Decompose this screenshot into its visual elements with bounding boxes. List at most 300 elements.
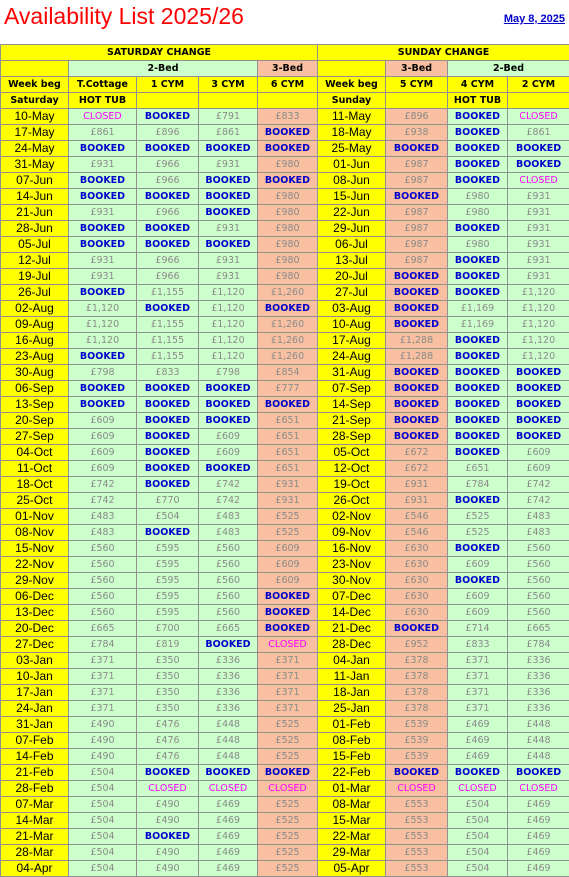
availability-cell-cym5: £553 xyxy=(386,845,448,861)
availability-cell-cym2: £931 xyxy=(508,269,569,285)
week-beg-saturday: 07-Mar xyxy=(1,797,69,813)
table-row xyxy=(1,781,569,797)
availability-cell-cym2: £1,120 xyxy=(508,349,569,365)
availability-cell-cym5: £1,288 xyxy=(386,349,448,365)
week-beg-sunday: 17-Aug xyxy=(318,333,386,349)
availability-cell-cym5: £378 xyxy=(386,701,448,717)
availability-cell-cym2: £336 xyxy=(508,669,569,685)
availability-cell-cym2: £469 xyxy=(508,861,569,877)
availability-cell-cym3: £469 xyxy=(199,813,258,829)
table-row xyxy=(1,301,569,317)
availability-cell-cym3: BOOKED xyxy=(199,141,258,157)
availability-cell-cym1: CLOSED xyxy=(137,781,199,797)
availability-cell-cym6: £609 xyxy=(258,541,318,557)
availability-cell-tcottage: £371 xyxy=(69,653,137,669)
availability-cell-cym1: BOOKED xyxy=(137,141,199,157)
table-row xyxy=(1,733,569,749)
table-row xyxy=(1,221,569,237)
week-beg-saturday: 24-May xyxy=(1,141,69,157)
availability-cell-cym2: £336 xyxy=(508,653,569,669)
availability-cell-cym2: BOOKED xyxy=(508,765,569,781)
availability-cell-cym3: BOOKED xyxy=(199,205,258,221)
availability-cell-cym2: £448 xyxy=(508,717,569,733)
availability-cell-cym3: BOOKED xyxy=(199,413,258,429)
availability-cell-cym2: BOOKED xyxy=(508,141,569,157)
availability-cell-cym6: £371 xyxy=(258,653,318,669)
group-3bed-saturday: 3-Bed xyxy=(258,61,318,77)
availability-cell-cym2: £336 xyxy=(508,701,569,717)
table-row xyxy=(1,125,569,141)
availability-cell-tcottage: £861 xyxy=(69,125,137,141)
availability-cell-cym6: £609 xyxy=(258,573,318,589)
availability-cell-tcottage: CLOSED xyxy=(69,109,137,125)
availability-cell-cym3: £931 xyxy=(199,157,258,173)
availability-cell-cym1: £1,155 xyxy=(137,285,199,301)
availability-cell-cym1: BOOKED xyxy=(137,461,199,477)
availability-cell-cym4: BOOKED xyxy=(448,109,508,125)
availability-cell-cym3: £469 xyxy=(199,797,258,813)
table-row xyxy=(1,445,569,461)
week-beg-sunday: 08-Feb xyxy=(318,733,386,749)
week-beg-saturday: 21-Jun xyxy=(1,205,69,221)
col-header-week-sat: Week beg xyxy=(1,77,69,93)
availability-cell-cym5: £931 xyxy=(386,477,448,493)
availability-cell-cym6: CLOSED xyxy=(258,781,318,797)
availability-cell-tcottage: £504 xyxy=(69,861,137,877)
bedroom-group-row xyxy=(1,61,569,77)
availability-cell-cym6: £854 xyxy=(258,365,318,381)
availability-cell-cym6: £525 xyxy=(258,717,318,733)
week-beg-sunday: 25-Jan xyxy=(318,701,386,717)
availability-cell-tcottage: BOOKED xyxy=(69,285,137,301)
availability-cell-cym4: BOOKED xyxy=(448,493,508,509)
week-beg-saturday: 11-Oct xyxy=(1,461,69,477)
availability-cell-cym6: BOOKED xyxy=(258,125,318,141)
availability-cell-cym4: £833 xyxy=(448,637,508,653)
week-beg-sunday: 01-Feb xyxy=(318,717,386,733)
week-beg-sunday: 27-Jul xyxy=(318,285,386,301)
availability-cell-cym4: BOOKED xyxy=(448,173,508,189)
availability-cell-cym6: £980 xyxy=(258,221,318,237)
col-subheader-cym5 xyxy=(386,93,448,109)
availability-cell-cym4: BOOKED xyxy=(448,269,508,285)
availability-cell-cym3: £469 xyxy=(199,829,258,845)
table-row xyxy=(1,701,569,717)
availability-cell-cym1: £595 xyxy=(137,541,199,557)
availability-cell-cym4: £784 xyxy=(448,477,508,493)
week-beg-saturday: 05-Jul xyxy=(1,237,69,253)
availability-cell-cym1: £595 xyxy=(137,557,199,573)
week-beg-sunday: 20-Jul xyxy=(318,269,386,285)
availability-cell-tcottage: £931 xyxy=(69,205,137,221)
availability-cell-cym6: £525 xyxy=(258,829,318,845)
col-subheader-cym4: HOT TUB xyxy=(448,93,508,109)
table-row xyxy=(1,557,569,573)
availability-cell-cym3: £448 xyxy=(199,733,258,749)
availability-cell-cym5: £987 xyxy=(386,221,448,237)
table-row xyxy=(1,797,569,813)
table-row xyxy=(1,461,569,477)
availability-cell-cym3: £931 xyxy=(199,221,258,237)
availability-cell-cym5: £539 xyxy=(386,717,448,733)
availability-cell-tcottage: £742 xyxy=(69,477,137,493)
availability-cell-cym5: £378 xyxy=(386,685,448,701)
table-row xyxy=(1,829,569,845)
availability-cell-cym5: BOOKED xyxy=(386,381,448,397)
availability-cell-cym3: BOOKED xyxy=(199,637,258,653)
week-beg-sunday: 14-Sep xyxy=(318,397,386,413)
availability-cell-cym5: BOOKED xyxy=(386,429,448,445)
table-row xyxy=(1,189,569,205)
week-beg-saturday: 24-Jan xyxy=(1,701,69,717)
availability-cell-tcottage: £504 xyxy=(69,765,137,781)
availability-cell-cym3: £1,120 xyxy=(199,301,258,317)
group-blank xyxy=(1,61,69,77)
week-beg-sunday: 02-Nov xyxy=(318,509,386,525)
availability-cell-tcottage: £490 xyxy=(69,717,137,733)
table-row xyxy=(1,477,569,493)
availability-cell-tcottage: £504 xyxy=(69,845,137,861)
availability-cell-cym6: £980 xyxy=(258,189,318,205)
availability-cell-cym4: £371 xyxy=(448,669,508,685)
week-beg-sunday: 08-Mar xyxy=(318,797,386,813)
col-subheader-cym1 xyxy=(137,93,199,109)
week-beg-saturday: 10-May xyxy=(1,109,69,125)
availability-cell-cym3: £560 xyxy=(199,589,258,605)
availability-cell-cym6: £525 xyxy=(258,509,318,525)
availability-cell-cym2: £560 xyxy=(508,557,569,573)
group-2bed-saturday: 2-Bed xyxy=(69,61,258,77)
week-beg-saturday: 15-Nov xyxy=(1,541,69,557)
availability-cell-cym3: £483 xyxy=(199,525,258,541)
week-beg-sunday: 22-Feb xyxy=(318,765,386,781)
week-beg-sunday: 09-Nov xyxy=(318,525,386,541)
availability-cell-cym3: £1,120 xyxy=(199,285,258,301)
availability-cell-cym3: £560 xyxy=(199,557,258,573)
availability-cell-cym5: £987 xyxy=(386,253,448,269)
week-beg-sunday: 07-Sep xyxy=(318,381,386,397)
availability-cell-cym2: £1,120 xyxy=(508,333,569,349)
availability-cell-cym3: £448 xyxy=(199,749,258,765)
week-beg-saturday: 08-Nov xyxy=(1,525,69,541)
availability-cell-tcottage: £560 xyxy=(69,589,137,605)
availability-cell-cym2: £483 xyxy=(508,525,569,541)
availability-cell-cym5: £553 xyxy=(386,797,448,813)
availability-cell-cym2: BOOKED xyxy=(508,365,569,381)
availability-cell-cym6: £980 xyxy=(258,253,318,269)
week-beg-saturday: 25-Oct xyxy=(1,493,69,509)
availability-cell-cym4: BOOKED xyxy=(448,541,508,557)
availability-cell-cym4: BOOKED xyxy=(448,141,508,157)
availability-cell-cym6: £525 xyxy=(258,733,318,749)
availability-cell-cym3: £483 xyxy=(199,509,258,525)
week-beg-saturday: 23-Aug xyxy=(1,349,69,365)
week-beg-sunday: 01-Mar xyxy=(318,781,386,797)
week-beg-sunday: 06-Jul xyxy=(318,237,386,253)
week-beg-saturday: 07-Jun xyxy=(1,173,69,189)
availability-cell-cym5: BOOKED xyxy=(386,317,448,333)
availability-cell-cym4: £371 xyxy=(448,685,508,701)
availability-cell-tcottage: £609 xyxy=(69,461,137,477)
availability-cell-cym1: £350 xyxy=(137,685,199,701)
availability-cell-cym5: £539 xyxy=(386,749,448,765)
week-beg-saturday: 17-Jan xyxy=(1,685,69,701)
week-beg-saturday: 20-Dec xyxy=(1,621,69,637)
week-beg-sunday: 19-Oct xyxy=(318,477,386,493)
availability-cell-cym3: BOOKED xyxy=(199,397,258,413)
availability-cell-cym1: £476 xyxy=(137,717,199,733)
week-beg-saturday: 21-Mar xyxy=(1,829,69,845)
week-beg-saturday: 30-Aug xyxy=(1,365,69,381)
week-beg-saturday: 28-Mar xyxy=(1,845,69,861)
availability-cell-cym5: £630 xyxy=(386,589,448,605)
availability-cell-cym4: £609 xyxy=(448,589,508,605)
week-beg-sunday: 05-Apr xyxy=(318,861,386,877)
table-row xyxy=(1,509,569,525)
table-row xyxy=(1,749,569,765)
sunday-change-header: SUNDAY CHANGE xyxy=(318,45,569,61)
availability-cell-cym1: £350 xyxy=(137,653,199,669)
availability-cell-tcottage: £560 xyxy=(69,573,137,589)
group-2bed-sunday: 2-Bed xyxy=(448,61,569,77)
availability-cell-cym5: £553 xyxy=(386,829,448,845)
availability-cell-cym5: £672 xyxy=(386,445,448,461)
availability-cell-cym1: £896 xyxy=(137,125,199,141)
availability-cell-cym3: £609 xyxy=(199,445,258,461)
week-beg-saturday: 10-Jan xyxy=(1,669,69,685)
table-row xyxy=(1,637,569,653)
availability-cell-cym1: BOOKED xyxy=(137,221,199,237)
availability-cell-cym1: BOOKED xyxy=(137,189,199,205)
availability-cell-tcottage: £1,120 xyxy=(69,301,137,317)
availability-cell-tcottage: BOOKED xyxy=(69,173,137,189)
availability-cell-cym4: £525 xyxy=(448,525,508,541)
availability-cell-cym6: £525 xyxy=(258,797,318,813)
availability-cell-tcottage: BOOKED xyxy=(69,397,137,413)
col-header-cym5: 5 CYM xyxy=(386,77,448,93)
availability-cell-cym2: £560 xyxy=(508,573,569,589)
availability-cell-cym1: £490 xyxy=(137,797,199,813)
table-row xyxy=(1,157,569,173)
availability-cell-cym1: £350 xyxy=(137,701,199,717)
week-beg-sunday: 11-May xyxy=(318,109,386,125)
date-link[interactable]: May 8, 2025 xyxy=(503,13,565,25)
week-beg-saturday: 22-Nov xyxy=(1,557,69,573)
availability-rows xyxy=(1,109,569,877)
page-title: Availability List 2025/26 xyxy=(4,3,244,29)
availability-cell-cym4: BOOKED xyxy=(448,349,508,365)
week-beg-sunday: 18-May xyxy=(318,125,386,141)
availability-cell-cym4: £469 xyxy=(448,733,508,749)
availability-cell-cym5: BOOKED xyxy=(386,269,448,285)
col-subheader-cym2 xyxy=(508,93,569,109)
availability-cell-tcottage: BOOKED xyxy=(69,189,137,205)
availability-cell-cym2: £469 xyxy=(508,845,569,861)
availability-cell-cym1: BOOKED xyxy=(137,429,199,445)
week-beg-saturday: 14-Mar xyxy=(1,813,69,829)
col-subheader-week-sun: Sunday xyxy=(318,93,386,109)
availability-cell-cym6: £980 xyxy=(258,157,318,173)
table-row xyxy=(1,653,569,669)
week-beg-saturday: 26-Jul xyxy=(1,285,69,301)
availability-cell-cym5: BOOKED xyxy=(386,365,448,381)
availability-cell-cym5: £546 xyxy=(386,509,448,525)
availability-cell-cym1: £595 xyxy=(137,573,199,589)
table-row xyxy=(1,333,569,349)
availability-cell-cym4: £609 xyxy=(448,557,508,573)
availability-cell-cym3: £742 xyxy=(199,477,258,493)
table-row xyxy=(1,173,569,189)
table-row xyxy=(1,765,569,781)
col-subheader-tcottage: HOT TUB xyxy=(69,93,137,109)
availability-cell-cym2: £609 xyxy=(508,445,569,461)
title-row xyxy=(0,0,569,33)
availability-cell-cym4: BOOKED xyxy=(448,285,508,301)
availability-cell-tcottage: £371 xyxy=(69,669,137,685)
availability-cell-cym3: £1,120 xyxy=(199,317,258,333)
availability-cell-cym4: £504 xyxy=(448,829,508,845)
week-beg-saturday: 12-Jul xyxy=(1,253,69,269)
week-beg-sunday: 01-Jun xyxy=(318,157,386,173)
table-row xyxy=(1,365,569,381)
week-beg-sunday: 04-Jan xyxy=(318,653,386,669)
col-subheader-cym3 xyxy=(199,93,258,109)
week-beg-saturday: 20-Sep xyxy=(1,413,69,429)
availability-cell-cym2: £1,120 xyxy=(508,285,569,301)
availability-cell-cym3: £469 xyxy=(199,845,258,861)
availability-cell-cym4: BOOKED xyxy=(448,429,508,445)
table-row xyxy=(1,317,569,333)
table-row xyxy=(1,861,569,877)
availability-cell-cym5: £987 xyxy=(386,157,448,173)
availability-cell-cym1: £476 xyxy=(137,733,199,749)
availability-cell-cym1: BOOKED xyxy=(137,381,199,397)
availability-cell-cym4: BOOKED xyxy=(448,221,508,237)
availability-cell-cym1: £595 xyxy=(137,589,199,605)
week-beg-sunday: 07-Dec xyxy=(318,589,386,605)
week-beg-sunday: 22-Mar xyxy=(318,829,386,845)
week-beg-sunday: 25-May xyxy=(318,141,386,157)
availability-cell-cym2: £469 xyxy=(508,797,569,813)
availability-cell-cym5: £952 xyxy=(386,637,448,653)
table-row xyxy=(1,397,569,413)
table-row xyxy=(1,621,569,637)
week-beg-saturday: 17-May xyxy=(1,125,69,141)
availability-cell-cym4: £980 xyxy=(448,189,508,205)
week-beg-sunday: 15-Jun xyxy=(318,189,386,205)
table-row xyxy=(1,541,569,557)
week-beg-sunday: 28-Dec xyxy=(318,637,386,653)
availability-cell-cym2: £742 xyxy=(508,477,569,493)
availability-cell-tcottage: £742 xyxy=(69,493,137,509)
availability-cell-cym5: £553 xyxy=(386,813,448,829)
availability-cell-cym2: £742 xyxy=(508,493,569,509)
availability-cell-cym4: BOOKED xyxy=(448,381,508,397)
availability-cell-cym1: BOOKED xyxy=(137,445,199,461)
availability-cell-cym6: £1,260 xyxy=(258,285,318,301)
availability-cell-cym4: £469 xyxy=(448,749,508,765)
week-beg-saturday: 02-Aug xyxy=(1,301,69,317)
availability-cell-cym4: £504 xyxy=(448,861,508,877)
availability-cell-cym1: £1,155 xyxy=(137,317,199,333)
availability-cell-cym3: £861 xyxy=(199,125,258,141)
availability-cell-cym2: £560 xyxy=(508,605,569,621)
week-beg-saturday: 19-Jul xyxy=(1,269,69,285)
week-beg-sunday: 21-Dec xyxy=(318,621,386,637)
availability-cell-cym5: £987 xyxy=(386,173,448,189)
availability-cell-cym1: BOOKED xyxy=(137,829,199,845)
availability-cell-cym4: £1,169 xyxy=(448,301,508,317)
availability-cell-cym1: £490 xyxy=(137,813,199,829)
week-beg-saturday: 27-Dec xyxy=(1,637,69,653)
availability-cell-cym1: BOOKED xyxy=(137,765,199,781)
week-beg-saturday: 21-Feb xyxy=(1,765,69,781)
availability-cell-cym6: £1,260 xyxy=(258,333,318,349)
week-beg-saturday: 18-Oct xyxy=(1,477,69,493)
availability-cell-cym5: £553 xyxy=(386,861,448,877)
availability-cell-cym2: BOOKED xyxy=(508,397,569,413)
availability-cell-cym5: BOOKED xyxy=(386,189,448,205)
column-header-row xyxy=(1,77,569,93)
table-row xyxy=(1,493,569,509)
col-subheader-week-sat: Saturday xyxy=(1,93,69,109)
availability-cell-cym3: BOOKED xyxy=(199,381,258,397)
col-header-cym1: 1 CYM xyxy=(137,77,199,93)
availability-cell-tcottage: £609 xyxy=(69,413,137,429)
availability-cell-cym1: BOOKED xyxy=(137,237,199,253)
availability-cell-cym4: BOOKED xyxy=(448,765,508,781)
availability-cell-cym1: £966 xyxy=(137,157,199,173)
availability-cell-cym3: £336 xyxy=(199,685,258,701)
table-row xyxy=(1,205,569,221)
availability-cell-tcottage: £483 xyxy=(69,509,137,525)
table-row xyxy=(1,525,569,541)
col-header-cym4: 4 CYM xyxy=(448,77,508,93)
change-day-header-row xyxy=(1,45,569,61)
availability-cell-tcottage: £371 xyxy=(69,701,137,717)
week-beg-sunday: 05-Oct xyxy=(318,445,386,461)
availability-cell-tcottage: £490 xyxy=(69,749,137,765)
availability-cell-tcottage: £609 xyxy=(69,429,137,445)
table-row xyxy=(1,141,569,157)
availability-cell-cym1: £700 xyxy=(137,621,199,637)
week-beg-saturday: 28-Jun xyxy=(1,221,69,237)
week-beg-sunday: 21-Sep xyxy=(318,413,386,429)
week-beg-sunday: 13-Jul xyxy=(318,253,386,269)
availability-cell-cym1: £504 xyxy=(137,509,199,525)
availability-cell-cym4: £651 xyxy=(448,461,508,477)
availability-cell-cym4: BOOKED xyxy=(448,397,508,413)
availability-cell-cym4: £525 xyxy=(448,509,508,525)
availability-cell-cym5: BOOKED xyxy=(386,301,448,317)
availability-cell-cym2: £483 xyxy=(508,509,569,525)
availability-cell-cym4: £714 xyxy=(448,621,508,637)
availability-cell-cym5: £931 xyxy=(386,493,448,509)
column-subheader-row xyxy=(1,93,569,109)
week-beg-saturday: 13-Sep xyxy=(1,397,69,413)
availability-cell-cym1: £476 xyxy=(137,749,199,765)
availability-cell-cym2: £861 xyxy=(508,125,569,141)
availability-cell-cym1: £833 xyxy=(137,365,199,381)
availability-cell-cym2: £469 xyxy=(508,813,569,829)
availability-cell-cym6: £931 xyxy=(258,477,318,493)
week-beg-saturday: 16-Aug xyxy=(1,333,69,349)
table-row xyxy=(1,253,569,269)
week-beg-sunday: 03-Aug xyxy=(318,301,386,317)
week-beg-sunday: 23-Nov xyxy=(318,557,386,573)
availability-cell-cym5: BOOKED xyxy=(386,413,448,429)
availability-cell-cym6: BOOKED xyxy=(258,589,318,605)
